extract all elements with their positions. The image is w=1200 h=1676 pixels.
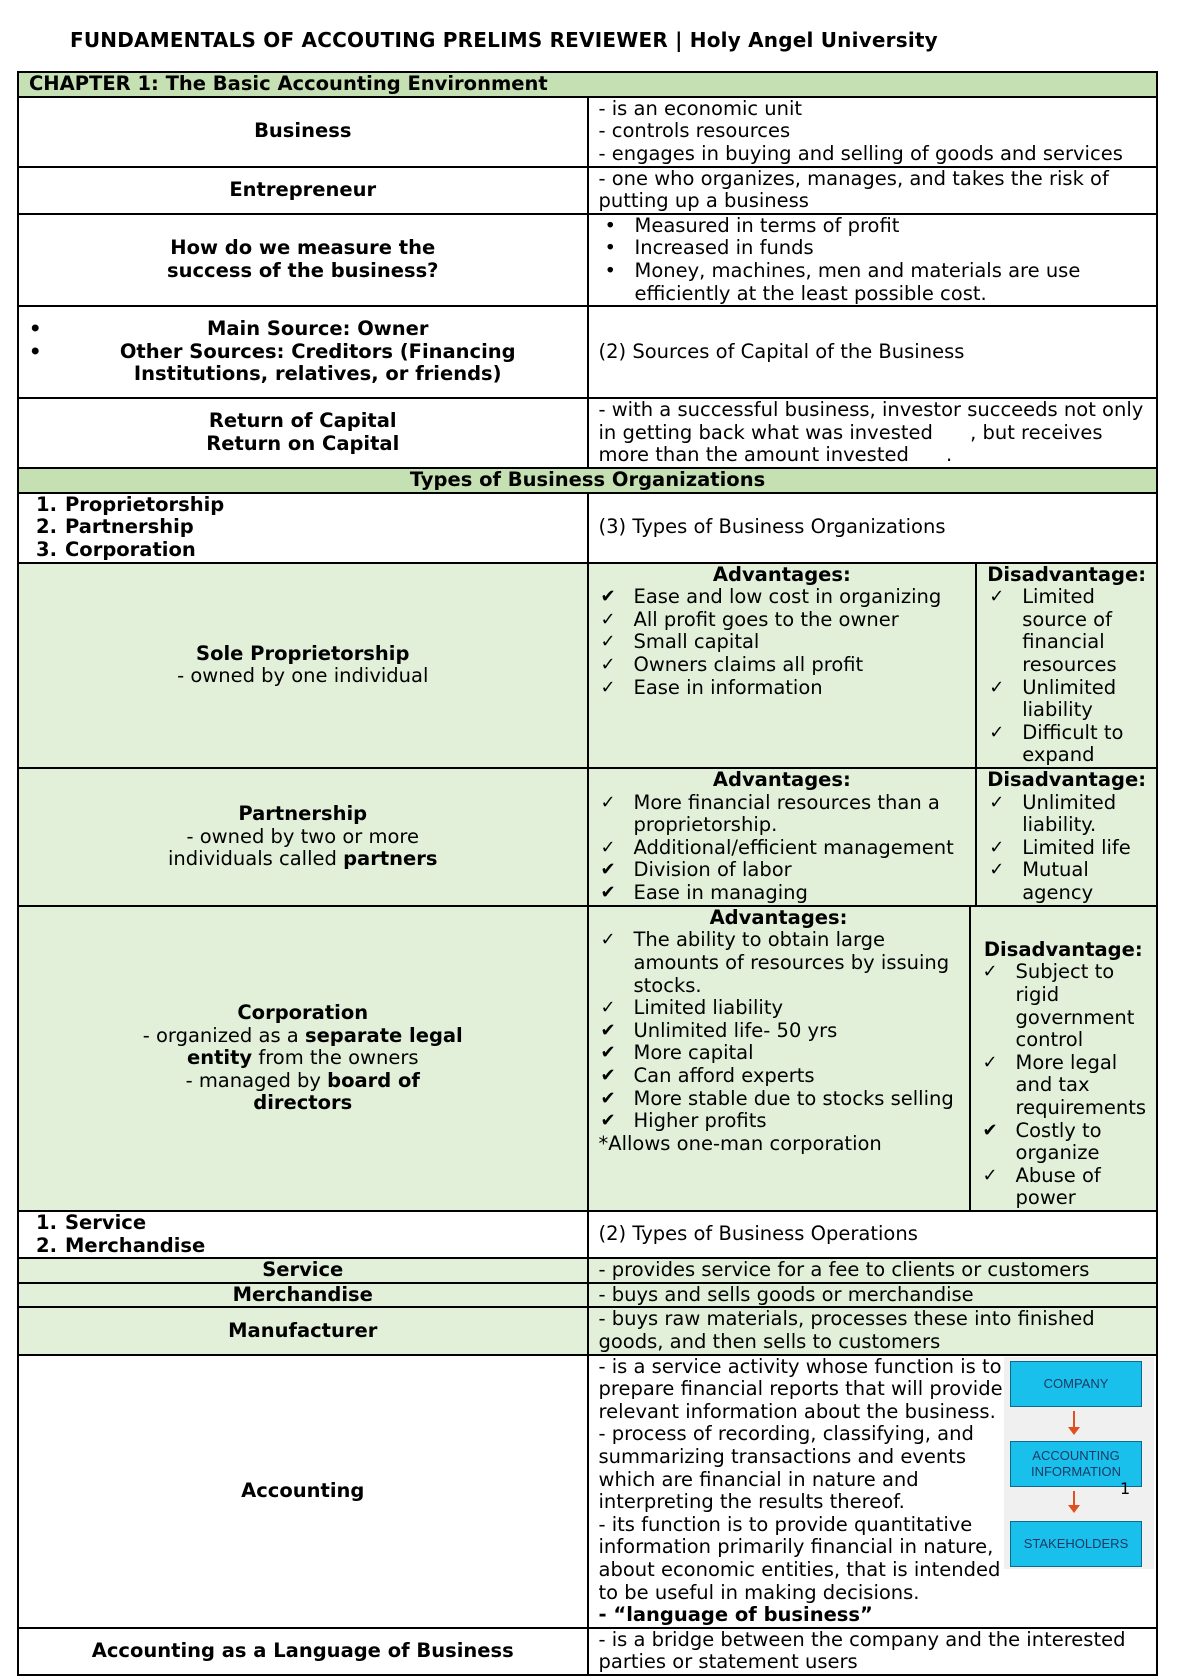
def-line: - its function is to provide quantitative information primarily financial in nature, about economic entities, that is intended to be useful in making decisions.: [598, 1512, 1001, 1604]
disadvantages-heading: Disadvantage:: [983, 937, 1143, 961]
bullet-icon: •: [29, 339, 42, 363]
list-item: ✓ Subject to rigid government control: [982, 960, 1135, 1052]
def-capital-sources: (2) Sources of Capital of the Business: [588, 306, 1158, 398]
term-corporation: [18, 906, 588, 1211]
check-icon: ✓: [600, 631, 616, 653]
term-manufacturer: Manufacturer: [18, 1307, 588, 1354]
def-merchandise: - buys and sells goods or merchandise: [588, 1283, 1158, 1308]
term-desc: - organized as a separate legal: [142, 1023, 463, 1047]
list-item: 1. Service: [36, 1211, 147, 1234]
list-item: • Measured in terms of profit: [599, 215, 1147, 238]
arrowhead-icon: [1068, 1427, 1080, 1435]
check-icon: ✓: [989, 586, 1005, 608]
advantages-heading: Advantages:: [712, 768, 851, 792]
list-item: 3. Corporation: [36, 537, 196, 561]
disadvantages-heading: Disadvantage:: [987, 768, 1146, 792]
bullet-icon: •: [604, 258, 617, 282]
list-item: ✓ All profit goes to the owner: [600, 607, 899, 631]
def-line: - is a service activity whose function is to prepare financial reports that will provide relevant information about the business.: [598, 1354, 1003, 1423]
term-return: [18, 398, 588, 468]
term-name: Partnership: [238, 801, 368, 825]
check-icon: ✓: [989, 836, 1005, 858]
types-header: Types of Business Organizations: [18, 468, 1157, 493]
advantages-column: [589, 907, 971, 1210]
def-line: - process of recording, classifying, and summarizing transactions and events which are financial in nature and interpreting the results thereof.: [598, 1422, 974, 1514]
term-language: Accounting as a Language of Business: [18, 1628, 588, 1675]
list-item: ✓ The ability to obtain large amounts of resources by issuing stocks.: [600, 928, 950, 997]
list-item: 2. Partnership: [36, 515, 194, 539]
check-icon: ✓: [600, 929, 616, 951]
def-return: - with a successful business, investor succeeds not only in getting back what was invested , but receives more than the amount invested .: [588, 398, 1158, 468]
term-line: Return of Capital: [208, 409, 397, 433]
def-business: [588, 97, 1158, 167]
check-icon: ✓: [989, 721, 1005, 743]
list-item: ✓ Limited liability: [600, 996, 784, 1020]
term-name: Corporation: [237, 1000, 369, 1024]
advantages-column: [589, 564, 978, 767]
check-icon: ✔: [600, 1042, 616, 1064]
term-line: success of the business?: [167, 258, 439, 282]
def-line-emphasis: - “language of business”: [598, 1603, 873, 1627]
check-icon: ✔: [600, 1065, 616, 1087]
list-item: ✔ Division of labor: [600, 858, 792, 882]
advantages-column: [589, 769, 978, 905]
check-icon: ✔: [982, 1119, 998, 1141]
document-title: FUNDAMENTALS OF ACCOUTING PRELIMS REVIEWER | Holy Angel University: [70, 28, 938, 52]
def-line: - is an economic unit: [598, 96, 803, 120]
disadvantages-heading: Disadvantage:: [987, 562, 1146, 586]
check-icon: ✓: [600, 653, 616, 675]
list-item: ✔ Can afford experts: [600, 1064, 815, 1088]
check-icon: ✓: [600, 676, 616, 698]
check-icon: ✓: [982, 1164, 998, 1186]
term-desc: - owned by one individual: [177, 664, 429, 688]
check-icon: ✔: [600, 586, 616, 608]
arrowhead-icon: [1068, 1505, 1080, 1513]
partnership-details: [588, 768, 1158, 906]
list-item: 2. Merchandise: [36, 1233, 206, 1257]
list-item: ✔ More capital: [600, 1041, 754, 1065]
reviewer-table: [17, 71, 1158, 1676]
disadvantages-column: [977, 769, 1156, 905]
term-service: Service: [18, 1258, 588, 1283]
disadvantages-column: [977, 564, 1156, 767]
term-merchandise: Merchandise: [18, 1283, 588, 1308]
def-service: - provides service for a fee to clients or customers: [588, 1258, 1158, 1283]
diagram-box-accounting-information: ACCOUNTING INFORMATION: [1010, 1441, 1142, 1487]
list-item: ✓ More legal and tax requirements: [982, 1050, 1146, 1120]
def-entrepreneur: - one who organizes, manages, and takes the risk of putting up a business: [588, 167, 1158, 214]
def-manufacturer: - buys raw materials, processes these into finished goods, and then sells to customers: [588, 1307, 1158, 1354]
check-icon: ✔: [600, 882, 616, 904]
list-item: ✔ Ease and low cost in organizing: [600, 585, 942, 609]
list-item: ✔ Ease in managing: [600, 881, 808, 905]
check-icon: ✓: [989, 791, 1005, 813]
list-item: ✓ Difficult to expand: [989, 720, 1124, 767]
check-icon: ✓: [989, 676, 1005, 698]
def-language: - is a bridge between the company and the interested parties or statement users: [588, 1628, 1158, 1675]
term-line: Return on Capital: [206, 432, 400, 456]
term-success: [18, 214, 588, 306]
list-item: • Other Sources: Creditors (Financing Institutions, relatives, or friends): [23, 341, 577, 386]
term-accounting: Accounting: [18, 1355, 588, 1628]
diagram-box-stakeholders: STAKEHOLDERS: [1010, 1521, 1142, 1567]
accounting-flow-diagram: [1004, 1357, 1154, 1569]
bullet-icon: •: [604, 213, 617, 237]
term-partnership: [18, 768, 588, 906]
def-line: - engages in buying and selling of goods and services: [598, 141, 1123, 165]
term-name: Sole Proprietorship: [196, 641, 410, 665]
term-business: Business: [18, 97, 588, 167]
page-number: 1: [1120, 1479, 1131, 1498]
list-item: ✓ Limited source of financial resources: [989, 585, 1117, 676]
disadvantages-column: [971, 907, 1156, 1210]
term-desc: entity from the owners: [186, 1046, 419, 1070]
arrow-down-icon: [1073, 1411, 1075, 1427]
def-accounting: [588, 1355, 1158, 1628]
check-icon: ✓: [600, 608, 616, 630]
list-item: ✓ Limited life: [989, 835, 1131, 859]
corporation-note: *Allows one-man corporation: [598, 1131, 882, 1155]
term-types: [18, 493, 588, 563]
term-sole: [18, 563, 588, 768]
check-icon: ✓: [600, 836, 616, 858]
check-icon: ✓: [982, 961, 998, 983]
list-item: ✓ Unlimited liability: [989, 675, 1117, 722]
check-icon: ✔: [600, 1087, 616, 1109]
def-line: - controls resources: [598, 119, 791, 143]
list-item: ✔ Higher profits: [600, 1109, 767, 1133]
arrow-down-icon: [1073, 1491, 1075, 1505]
list-item: ✓ Ease in information: [600, 675, 823, 699]
list-item: ✔ Unlimited life- 50 yrs: [600, 1018, 838, 1042]
term-line: How do we measure the: [170, 236, 436, 260]
list-item: ✔ Costly to organize: [982, 1118, 1102, 1165]
term-desc: - managed by board of: [185, 1068, 420, 1092]
list-item: ✓ Unlimited liability.: [989, 790, 1117, 837]
list-item: ✔ More stable due to stocks selling: [600, 1086, 954, 1110]
check-icon: ✔: [600, 1019, 616, 1041]
def-success: [588, 214, 1158, 306]
term-entrepreneur: Entrepreneur: [18, 167, 588, 214]
list-item: • Main Source: Owner: [23, 318, 577, 341]
list-item: ✓ Abuse of power: [982, 1163, 1101, 1210]
list-item: ✓ Mutual agency: [989, 858, 1094, 905]
sole-details: [588, 563, 1158, 768]
chapter-header: CHAPTER 1: The Basic Accounting Environment: [18, 72, 1157, 97]
bullet-icon: •: [29, 317, 42, 341]
diagram-box-company: COMPANY: [1010, 1361, 1142, 1407]
check-icon: ✓: [989, 859, 1005, 881]
check-icon: ✔: [600, 859, 616, 881]
list-item: 1. Proprietorship: [36, 492, 225, 516]
term-desc: individuals called partners: [168, 847, 438, 871]
term-operations: [18, 1211, 588, 1258]
list-item: ✓ Additional/efficient management: [600, 835, 954, 859]
list-item: • Increased in funds: [599, 237, 1147, 260]
corporation-details: [588, 906, 1158, 1211]
check-icon: ✓: [982, 1051, 998, 1073]
term-desc: - owned by two or more: [186, 824, 420, 848]
term-capital-sources: [18, 306, 588, 398]
advantages-heading: Advantages:: [712, 562, 851, 586]
term-desc: directors: [253, 1091, 353, 1115]
check-icon: ✓: [600, 791, 616, 813]
list-item: ✓ Owners claims all profit: [600, 652, 864, 676]
def-types: (3) Types of Business Organizations: [588, 493, 1158, 563]
def-operations: (2) Types of Business Operations: [588, 1211, 1158, 1258]
list-item: ✓ Small capital: [600, 630, 760, 654]
bullet-icon: •: [604, 236, 617, 260]
list-item: ✓ More financial resources than a proprietorship.: [600, 790, 940, 837]
advantages-heading: Advantages:: [709, 905, 848, 929]
list-item: • Money, machines, men and materials are use efficiently at the least possible cost.: [599, 260, 1147, 305]
check-icon: ✓: [600, 997, 616, 1019]
check-icon: ✔: [600, 1110, 616, 1132]
